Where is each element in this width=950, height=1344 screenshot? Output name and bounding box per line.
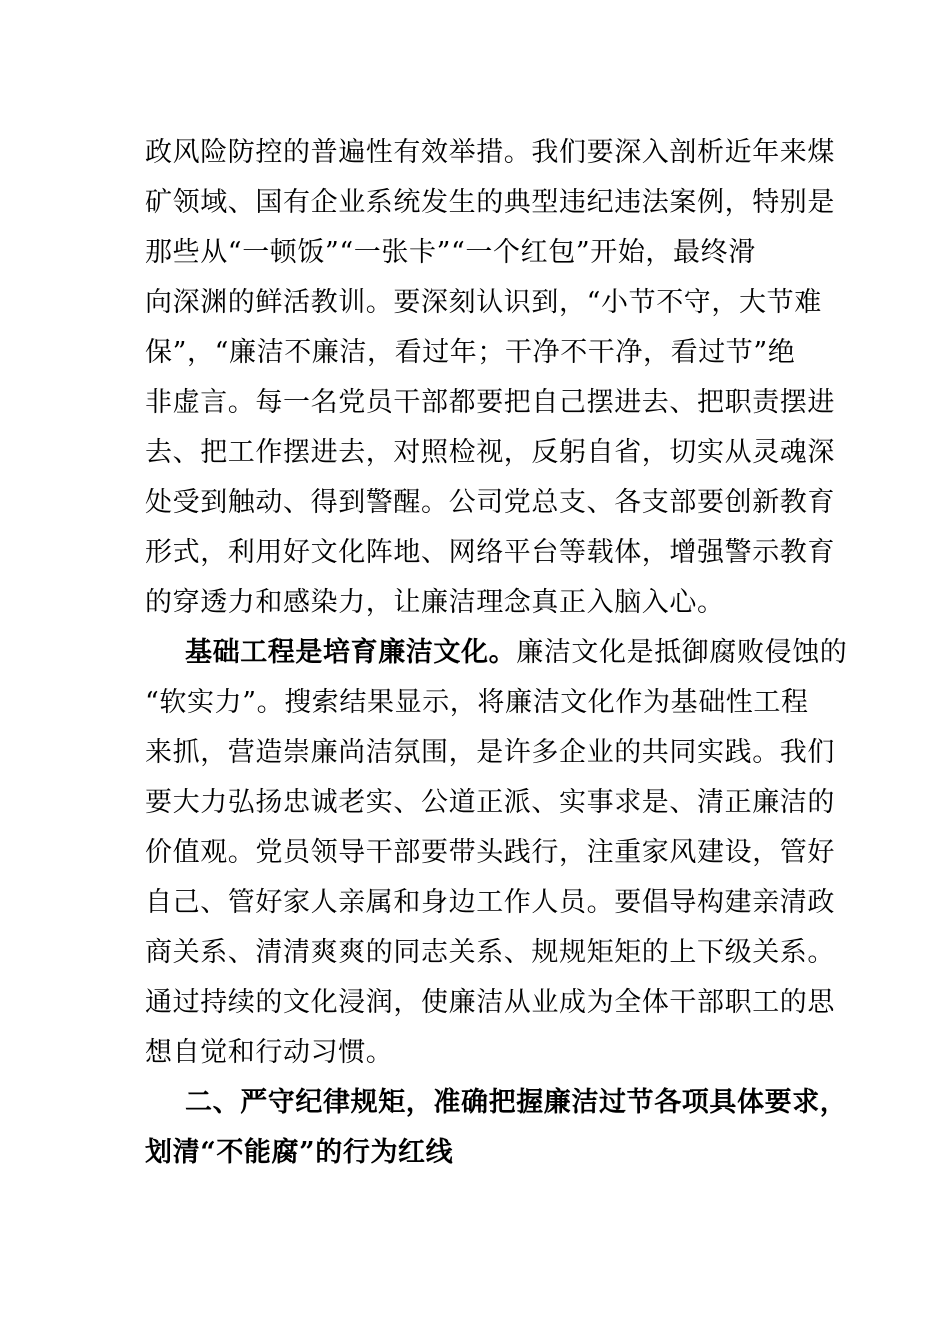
paragraph-line: 价值观。党员领导干部要带头践行，注重家风建设，管好 bbox=[145, 837, 835, 868]
paragraph-line: 形式，利用好文化阵地、网络平台等载体，增强警示教育 bbox=[145, 537, 835, 568]
paragraph-line: 的穿透力和感染力，让廉洁理念真正入脑入心。 bbox=[145, 587, 725, 618]
paragraph-line: 处受到触动、得到警醒。公司党总支、各支部要创新教育 bbox=[145, 487, 835, 518]
paragraph-line: 去、把工作摆进去，对照检视，反躬自省，切实从灵魂深 bbox=[145, 437, 835, 468]
paragraph-line: 政风险防控的普遍性有效举措。我们要深入剖析近年来煤 bbox=[145, 137, 835, 168]
section-heading: 划清“不能腐”的行为红线 bbox=[145, 1137, 454, 1168]
paragraph-line: 非虚言。每一名党员干部都要把自己摆进去、把职责摆进 bbox=[145, 387, 835, 418]
paragraph-line: 要大力弘扬忠诚老实、公道正派、实事求是、清正廉洁的 bbox=[145, 787, 835, 818]
paragraph-line: 商关系、清清爽爽的同志关系、规规矩矩的上下级关系。 bbox=[145, 937, 835, 968]
paragraph-first-line bbox=[185, 635, 848, 671]
paragraph-line: 想自觉和行动习惯。 bbox=[145, 1037, 394, 1068]
paragraph-line: 自己、管好家人亲属和身边工作人员。要倡导构建亲清政 bbox=[145, 887, 835, 918]
section-heading: 二、严守纪律规矩，准确把握廉洁过节各项具体要求， bbox=[185, 1087, 848, 1118]
paragraph-line: 保”，“廉洁不廉洁，看过年；干净不干净，看过节”绝 bbox=[145, 337, 796, 368]
paragraph-line: “软实力”。搜索结果显示，将廉洁文化作为基础性工程 bbox=[145, 687, 809, 718]
paragraph-line: 通过持续的文化浸润，使廉洁从业成为全体干部职工的思 bbox=[145, 987, 835, 1018]
paragraph-lead-rest: 廉洁文化是抵御腐败侵蚀的 bbox=[516, 637, 848, 668]
paragraph-line: 那些从“一顿饭”“一张卡”“一个红包”开始，最终滑 bbox=[145, 237, 756, 268]
paragraph-lead-bold: 基础工程是培育廉洁文化。 bbox=[185, 637, 517, 668]
paragraph-line: 向深渊的鲜活教训。要深刻认识到，“小节不守，大节难 bbox=[145, 287, 822, 318]
paragraph-line: 矿领域、国有企业系统发生的典型违纪违法案例，特别是 bbox=[145, 187, 835, 218]
paragraph-line: 来抓，营造崇廉尚洁氛围，是许多企业的共同实践。我们 bbox=[145, 737, 835, 768]
